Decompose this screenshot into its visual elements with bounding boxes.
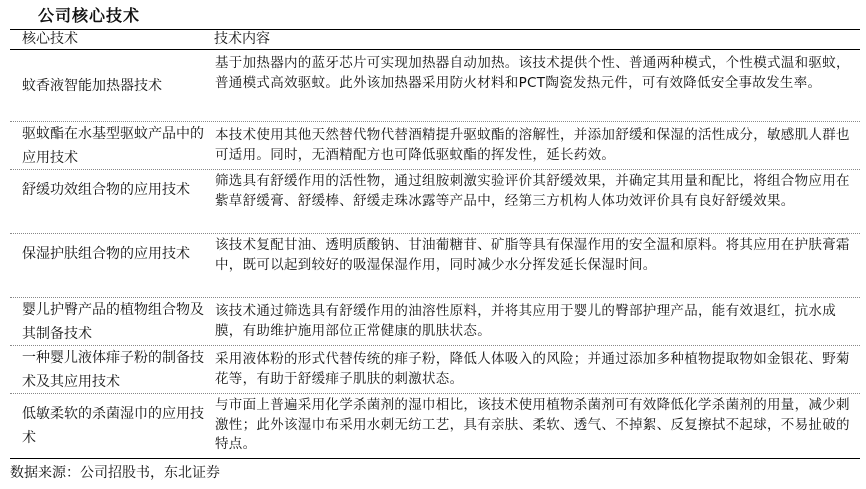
table-title: 公司核心技术 (38, 6, 141, 25)
bottom-rule (10, 458, 860, 459)
row-content: 采用液体粉的形式代替传统的痱子粉，降低人体吸入的风险；并通过添加多种植物提取物如金银花、野菊花等，有助于舒缓痱子肌肤的刺激状态。 (215, 351, 850, 387)
table-row (10, 346, 860, 394)
table-row (10, 298, 860, 346)
header-content: 技术内容 (214, 31, 270, 47)
row-tech: 一种婴儿液体痱子粉的制备技术及其应用技术 (22, 350, 204, 390)
table-row (10, 50, 860, 122)
header-tech: 核心技术 (22, 31, 78, 47)
row-content: 该技术通过筛选具有舒缓作用的油溶性原料，并将其应用于婴儿的臀部护理产品，能有效退红，抗水成膜，有助维护施用部位正常健康的肌肤状态。 (215, 303, 836, 339)
row-content: 筛选具有舒缓作用的活性物，通过组胺刺激实验评价其舒缓效果，并确定其用量和配比，将组合物应用在紫草舒缓膏、舒缓棒、舒缓走珠冰露等产品中，经第三方机构人体功效评价具有良好舒缓效果。 (215, 173, 850, 209)
table-row (10, 170, 860, 234)
row-content: 本技术使用其他天然替代物代替酒精提升驱蚊酯的溶解性，并添加舒缓和保湿的活性成分，敏感肌人群也可适用。同时，无酒精配方也可降低驱蚊酯的挥发性，延长药效。 (215, 127, 850, 163)
top-rule (10, 29, 860, 30)
table-row (10, 122, 860, 170)
row-tech: 保湿护肤组合物的应用技术 (22, 246, 190, 262)
row-tech: 驱蚊酯在水基型驱蚊产品中的应用技术 (22, 126, 204, 166)
data-source: 数据来源：公司招股书，东北证券 (10, 465, 220, 481)
row-content: 基于加热器内的蓝牙芯片可实现加热器自动加热。该技术提供个性、普通两种模式，个性模式温和驱蚊，普通模式高效驱蚊。此外该加热器采用防火材料和PCT陶瓷发热元件，可有效降低安全事故发生率。 (215, 55, 850, 91)
row-content: 该技术复配甘油、透明质酸钠、甘油葡糖苷、矿脂等具有保湿作用的安全温和原料。将其应用在护肤膏霜中，既可以起到较好的吸湿保湿作用，同时减少水分挥发延长保湿时间。 (215, 237, 850, 273)
row-tech: 婴儿护臀产品的植物组合物及其制备技术 (22, 302, 204, 342)
row-tech: 蚊香液智能加热器技术 (22, 78, 162, 94)
row-tech: 低敏柔软的杀菌湿巾的应用技术 (22, 406, 204, 446)
row-tech: 舒缓功效组合物的应用技术 (22, 182, 190, 198)
table-row (10, 234, 860, 298)
table-row (10, 394, 860, 458)
row-content: 与市面上普遍采用化学杀菌剂的湿巾相比，该技术使用植物杀菌剂可有效降低化学杀菌剂的用量，减少刺激性；此外该湿巾布采用水刺无纺工艺，具有亲肤、柔软、透气、不掉絮、反复擦拭不起球，不易扯破的特点。 (215, 397, 850, 452)
